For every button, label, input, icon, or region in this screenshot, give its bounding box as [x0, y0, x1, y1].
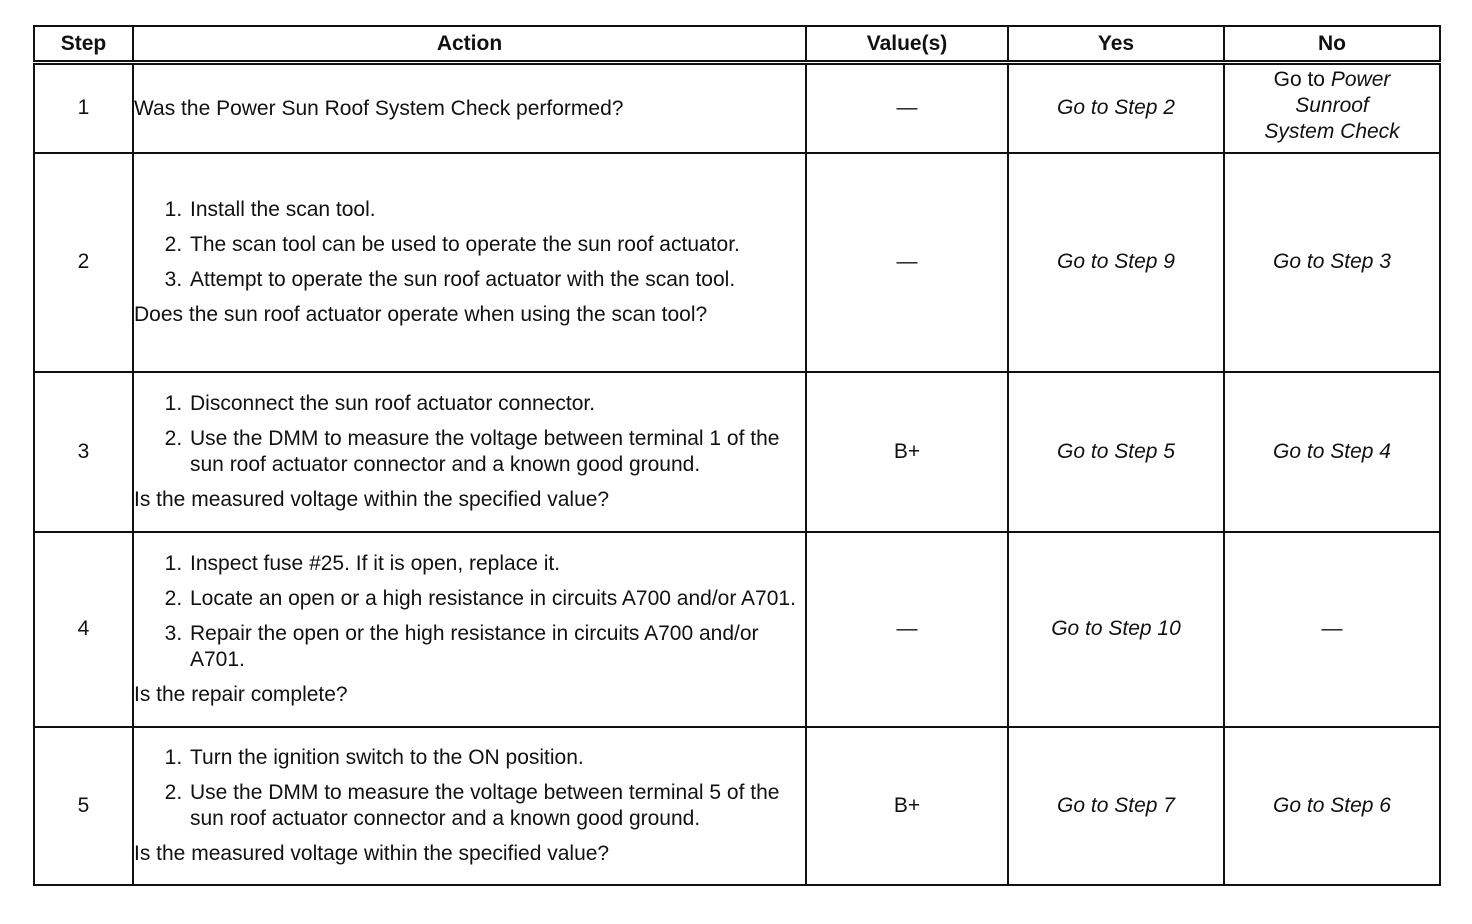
action-question: Was the Power Sun Roof System Check performed? — [134, 96, 624, 120]
value-cell: B+ — [806, 727, 1008, 885]
no-cell: Go to Step 3 — [1224, 153, 1440, 372]
table-row-step-3 — [34, 372, 1440, 532]
action-question: Does the sun roof actuator operate when using the scan tool? — [134, 303, 708, 326]
no-link-line-2: Sunroof — [1295, 94, 1369, 117]
action-steps-list — [134, 745, 805, 832]
action-steps-list — [134, 197, 805, 293]
action-question: Is the measured voltage within the specified value? — [134, 842, 610, 865]
action-step-item: 1. Disconnect the sun roof actuator connector. — [188, 391, 805, 417]
step-number: 2 — [34, 153, 133, 372]
action-step-item: 2. Use the DMM to measure the voltage between terminal 1 of the sun roof actuator connector and a known good ground. — [188, 426, 805, 478]
table-row-step-4 — [34, 532, 1440, 727]
action-step-item: 1. Turn the ignition switch to the ON position. — [188, 745, 805, 771]
value-cell: — — [806, 63, 1008, 153]
action-step-item: 1. Inspect fuse #25. If it is open, replace it. — [188, 551, 805, 577]
no-cell: Go to Step 6 — [1224, 727, 1440, 885]
action-cell — [133, 153, 806, 372]
yes-cell: Go to Step 7 — [1008, 727, 1224, 885]
action-step-item: 2. Locate an open or a high resistance in circuits A700 and/or A701. — [188, 586, 805, 612]
action-steps-list — [134, 551, 805, 673]
header-no: No — [1224, 26, 1440, 63]
action-cell — [133, 372, 806, 532]
yes-cell: Go to Step 9 — [1008, 153, 1224, 372]
no-cell: Go to Step 4 — [1224, 372, 1440, 532]
yes-cell: Go to Step 2 — [1008, 63, 1224, 153]
table-row-step-2 — [34, 153, 1440, 372]
table-row-step-1 — [34, 63, 1440, 153]
action-steps-list — [134, 391, 805, 478]
step-number: 3 — [34, 372, 133, 532]
step-number: 1 — [34, 63, 133, 153]
header-row — [34, 26, 1440, 63]
action-step-item: 3. Repair the open or the high resistance in circuits A700 and/or A701. — [188, 621, 805, 673]
action-cell — [133, 532, 806, 727]
action-cell — [133, 727, 806, 885]
value-cell: — — [806, 532, 1008, 727]
header-values: Value(s) — [806, 26, 1008, 63]
action-question: Is the measured voltage within the specified value? — [134, 488, 610, 511]
step-number: 4 — [34, 532, 133, 727]
action-step-item: 3. Attempt to operate the sun roof actuator with the scan tool. — [188, 267, 805, 293]
no-prefix: Go to — [1273, 68, 1325, 91]
value-cell: — — [806, 153, 1008, 372]
no-cell: — — [1224, 532, 1440, 727]
value-cell: B+ — [806, 372, 1008, 532]
table-row-step-5 — [34, 727, 1440, 885]
yes-cell: Go to Step 5 — [1008, 372, 1224, 532]
header-action: Action — [133, 26, 806, 63]
action-question: Is the repair complete? — [134, 683, 348, 706]
yes-cell: Go to Step 10 — [1008, 532, 1224, 727]
no-link-line-1: Power — [1330, 68, 1391, 91]
header-yes: Yes — [1008, 26, 1224, 63]
diagnostic-table — [33, 25, 1441, 886]
no-cell — [1224, 63, 1440, 153]
action-step-item: 2. Use the DMM to measure the voltage between terminal 5 of the sun roof actuator connector and a known good ground. — [188, 780, 805, 832]
no-link-power-sunroof-system-check — [1225, 67, 1439, 145]
header-step: Step — [34, 26, 133, 63]
action-step-item: 2. The scan tool can be used to operate the sun roof actuator. — [188, 232, 805, 258]
action-cell — [133, 63, 806, 153]
no-link-line-3: System Check — [1264, 120, 1400, 143]
action-step-item: 1. Install the scan tool. — [188, 197, 805, 223]
step-number: 5 — [34, 727, 133, 885]
